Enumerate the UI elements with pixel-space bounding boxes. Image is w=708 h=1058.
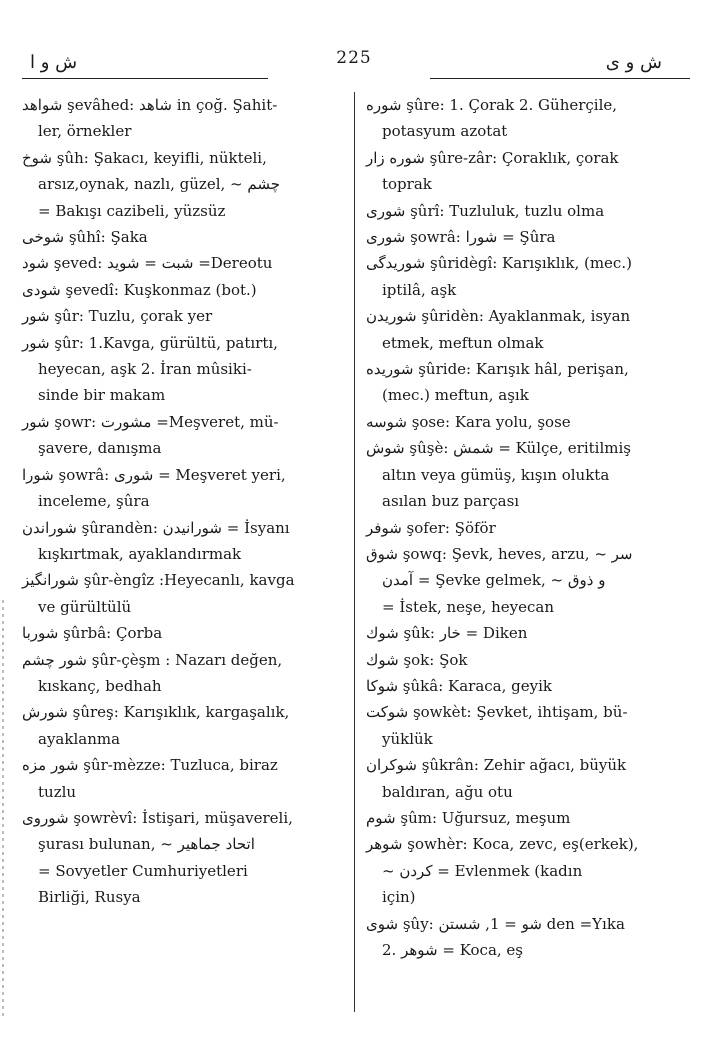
- left-running-head: ش و ا: [30, 52, 78, 73]
- dictionary-entry: [22, 567, 344, 620]
- dictionary-entry: [366, 647, 672, 673]
- entry-headline: شوسه şose: Kara yolu, şose: [366, 412, 571, 431]
- dictionary-entry: [22, 224, 344, 250]
- header-rule-left: [22, 78, 268, 79]
- entry-continuation: sinde bir makam: [38, 386, 166, 405]
- entry-continuation: ler, örnekler: [38, 122, 132, 141]
- entry-headline: شوريدن şûridèn: Ayaklanmak, isyan: [366, 307, 631, 326]
- dictionary-entry: [366, 250, 672, 303]
- dictionary-entry: [366, 356, 672, 409]
- entry-headline: شوكت şowkèt: Şevket, ihtişam, bü-: [366, 703, 628, 722]
- dictionary-entry: [22, 303, 344, 329]
- entry-continuation: kışkırtmak, ayaklandırmak: [38, 544, 242, 563]
- entry-continuation: = Sovyetler Cumhuriyetleri: [38, 861, 248, 880]
- entry-continuation: yüklük: [382, 729, 433, 748]
- entry-continuation: asılan buz parçası: [382, 492, 520, 511]
- entry-continuation: potasyum azotat: [382, 122, 508, 141]
- entry-continuation: etmek, meftun olmak: [382, 333, 544, 352]
- dictionary-entry: [366, 409, 672, 435]
- entry-headline: شوره şûre: 1. Çorak 2. Güherçile,: [366, 96, 618, 114]
- dictionary-entry: [366, 224, 672, 250]
- entry-continuation: ~ كردن = Evlenmek (kadın: [382, 861, 583, 880]
- dictionary-entry: [22, 462, 344, 515]
- dictionary-entry: [366, 805, 672, 831]
- entry-headline: شورى şûrî: Tuzluluk, tuzlu olma: [366, 201, 605, 220]
- entry-headline: شور şowr: مشورت =Meşveret, mü-: [22, 412, 279, 431]
- dictionary-entry: [366, 198, 672, 224]
- dictionary-entry: [22, 409, 344, 462]
- dictionary-entry: [366, 673, 672, 699]
- dictionary-entry: [366, 145, 672, 198]
- entry-continuation: baldıran, ağu otu: [382, 782, 513, 801]
- entry-continuation: آمدن = Şevke gelmek, ~ و ذوق: [382, 571, 606, 590]
- entry-headline: شور مزه şûr-mèzze: Tuzluca, biraz: [22, 756, 278, 775]
- entry-continuation: şurası bulunan, ~ اتحاد جماهير: [38, 835, 255, 854]
- dictionary-entry: [366, 435, 672, 514]
- entry-headline: شودى şevedî: Kuşkonmaz (bot.): [22, 280, 257, 299]
- dictionary-entry: [22, 805, 344, 911]
- entry-headline: شوراندن şûrandèn: شورانيدن = İsyanı: [22, 518, 290, 537]
- column-divider: [354, 92, 355, 1012]
- left-column: [22, 92, 344, 911]
- dictionary-entry: [366, 699, 672, 752]
- entry-headline: شورى şowrâ: شورا = Şûra: [366, 228, 556, 247]
- entry-continuation: = Bakışı cazibeli, yüzsüz: [38, 201, 226, 220]
- entry-headline: شور چشم şûr-çèşm : Nazarı değen,: [22, 650, 283, 669]
- entry-headline: شوريده şûride: Karışık hâl, perişan,: [366, 360, 629, 379]
- entry-headline: شوهر şowhèr: Koca, zevc, eş(erkek),: [366, 835, 639, 854]
- entry-continuation: = İstek, neşe, heyecan: [382, 597, 555, 616]
- entry-headline: شوك şûk: خار = Diken: [366, 624, 528, 643]
- entry-continuation: şavere, danışma: [38, 439, 162, 458]
- dictionary-entry: [366, 911, 672, 964]
- page-header: [0, 0, 708, 80]
- entry-headline: شور şûr: 1.Kavga, gürültü, patırtı,: [22, 333, 278, 352]
- dictionary-entry: [22, 515, 344, 568]
- dictionary-entry: [366, 541, 672, 620]
- dictionary-entry: [22, 277, 344, 303]
- entry-headline: شوربا şûrbâ: Çorba: [22, 624, 163, 643]
- entry-headline: شورانگيز şûr-èngîz :Heyecanlı, kavga: [22, 571, 295, 590]
- dictionary-entry: [22, 752, 344, 805]
- entry-headline: شود şeved: شبت = شويد =Dereotu: [22, 254, 273, 273]
- dictionary-entry: [366, 831, 672, 910]
- dictionary-entry: [22, 250, 344, 276]
- entry-headline: شورش şûreş: Karışıklık, kargaşalık,: [22, 703, 290, 722]
- entry-headline: شوروى şowrèvî: İstişari, müşavereli,: [22, 808, 293, 827]
- entry-continuation: ayaklanma: [38, 729, 121, 748]
- entry-continuation: inceleme, şûra: [38, 492, 150, 511]
- dictionary-entry: [366, 92, 672, 145]
- entry-headline: شوك şok: Şok: [366, 650, 468, 669]
- entry-continuation: (mec.) meftun, aşık: [382, 386, 529, 405]
- dictionary-entry: [22, 699, 344, 752]
- entry-headline: شوى şûy: شو = 1, شستن den =Yıka: [366, 914, 625, 933]
- entry-continuation: için): [382, 888, 416, 907]
- entry-continuation: heyecan, aşk 2. İran mûsiki-: [38, 360, 252, 379]
- dictionary-entry: [22, 330, 344, 409]
- entry-headline: شواهد şevâhed: شاهد in çoğ. Şahit-: [22, 96, 278, 114]
- dictionary-entry: [366, 515, 672, 541]
- entry-continuation: iptilâ, aşk: [382, 280, 457, 299]
- entry-headline: شورا şowrâ: شورى = Meşveret yeri,: [22, 465, 286, 484]
- right-column: [366, 92, 672, 963]
- scan-edge-marks: [2, 600, 4, 1020]
- entry-headline: شوق şowq: Şevk, heves, arzu, ~ سر: [366, 544, 633, 563]
- entry-continuation: Birliği, Rusya: [38, 888, 141, 907]
- entry-continuation: arsız,oynak, nazlı, güzel, ~ چشم: [38, 175, 281, 194]
- dictionary-entry: [22, 620, 344, 646]
- right-running-head: ش و ى: [605, 52, 662, 73]
- entry-headline: شوريدگى şûridègî: Karışıklık, (mec.): [366, 254, 632, 273]
- entry-headline: شوكران şûkrân: Zehir ağacı, büyük: [366, 756, 627, 775]
- entry-continuation: altın veya gümüş, kışın olukta: [382, 465, 610, 484]
- page-number: 225: [336, 48, 372, 68]
- entry-headline: شوم şûm: Uğursuz, meşum: [366, 808, 571, 827]
- header-rule-right: [430, 78, 690, 79]
- dictionary-entry: [366, 620, 672, 646]
- dictionary-entry: [22, 647, 344, 700]
- entry-headline: شوكا şûkâ: Karaca, geyik: [366, 676, 552, 695]
- entry-headline: شور şûr: Tuzlu, çorak yer: [22, 307, 213, 326]
- entry-continuation: ve gürültülü: [38, 597, 132, 616]
- entry-headline: شوش şûşè: شمش = Külçe, eritilmiş: [366, 439, 631, 458]
- entry-continuation: 2. شوهر = Koca, eş: [382, 941, 524, 959]
- entry-headline: شوخى şûhî: Şaka: [22, 228, 148, 247]
- entry-continuation: kıskanç, bedhah: [38, 676, 162, 695]
- entry-continuation: tuzlu: [38, 782, 77, 801]
- entry-headline: شوره زار şûre-zâr: Çoraklık, çorak: [366, 148, 619, 167]
- entry-headline: شوخ şûh: Şakacı, keyifli, nükteli,: [22, 148, 267, 167]
- dictionary-entry: [22, 145, 344, 224]
- dictionary-entry: [366, 303, 672, 356]
- entry-continuation: toprak: [382, 175, 432, 194]
- entry-headline: شوفر şofer: Şöför: [366, 518, 496, 537]
- dictionary-entry: [22, 92, 344, 145]
- dictionary-entry: [366, 752, 672, 805]
